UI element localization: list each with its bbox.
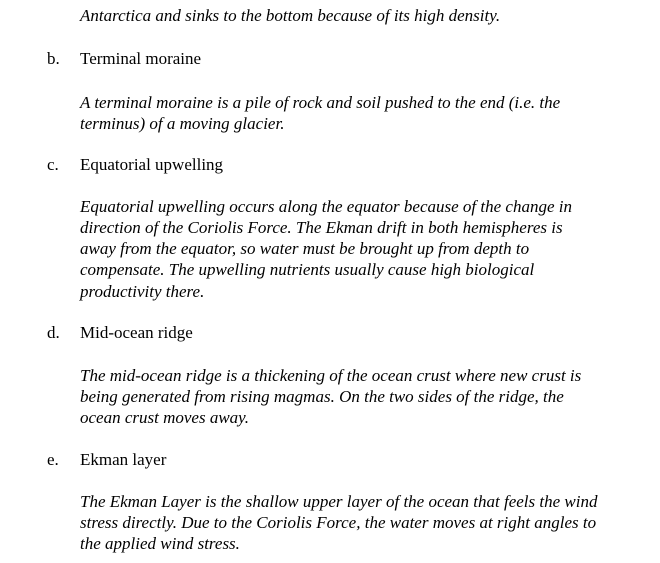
continuation-text: Antarctica and sinks to the bottom because of its high density.	[80, 6, 501, 25]
definition-line: The mid-ocean ridge is a thickening of the ocean crust where new crust is	[80, 366, 582, 385]
term-mid-ocean-ridge: Mid-ocean ridge	[80, 323, 193, 342]
definition-line: stress directly. Due to the Coriolis Force, the water moves at right angles to	[80, 513, 597, 532]
definition-line: the applied wind stress.	[80, 534, 240, 553]
definition-line: productivity there.	[80, 282, 205, 301]
term-equatorial-upwelling: Equatorial upwelling	[80, 155, 224, 174]
term-ekman-layer: Ekman layer	[80, 450, 167, 469]
definition-line: away from the equator, so water must be brought up from depth to	[80, 239, 530, 258]
definition-line: direction of the Coriolis Force. The Ekman drift in both hemispheres is	[80, 218, 563, 237]
definition-line: Equatorial upwelling occurs along the equator because of the change in	[80, 197, 572, 216]
definition-line: A terminal moraine is a pile of rock and soil pushed to the end (i.e. the	[80, 93, 561, 112]
definition-line: terminus) of a moving glacier.	[80, 114, 285, 133]
definition-line: ocean crust moves away.	[80, 408, 250, 427]
definition-line: The Ekman Layer is the shallow upper layer of the ocean that feels the wind	[80, 492, 598, 511]
item-marker-c: c.	[47, 155, 59, 174]
term-terminal-moraine: Terminal moraine	[80, 49, 202, 68]
item-marker-e: e.	[47, 450, 59, 469]
definition-line: being generated from rising magmas. On the two sides of the ridge, the	[80, 387, 564, 406]
item-marker-b: b.	[47, 49, 60, 68]
item-marker-d: d.	[47, 323, 60, 342]
definition-line: compensate. The upwelling nutrients usually cause high biological	[80, 260, 535, 279]
